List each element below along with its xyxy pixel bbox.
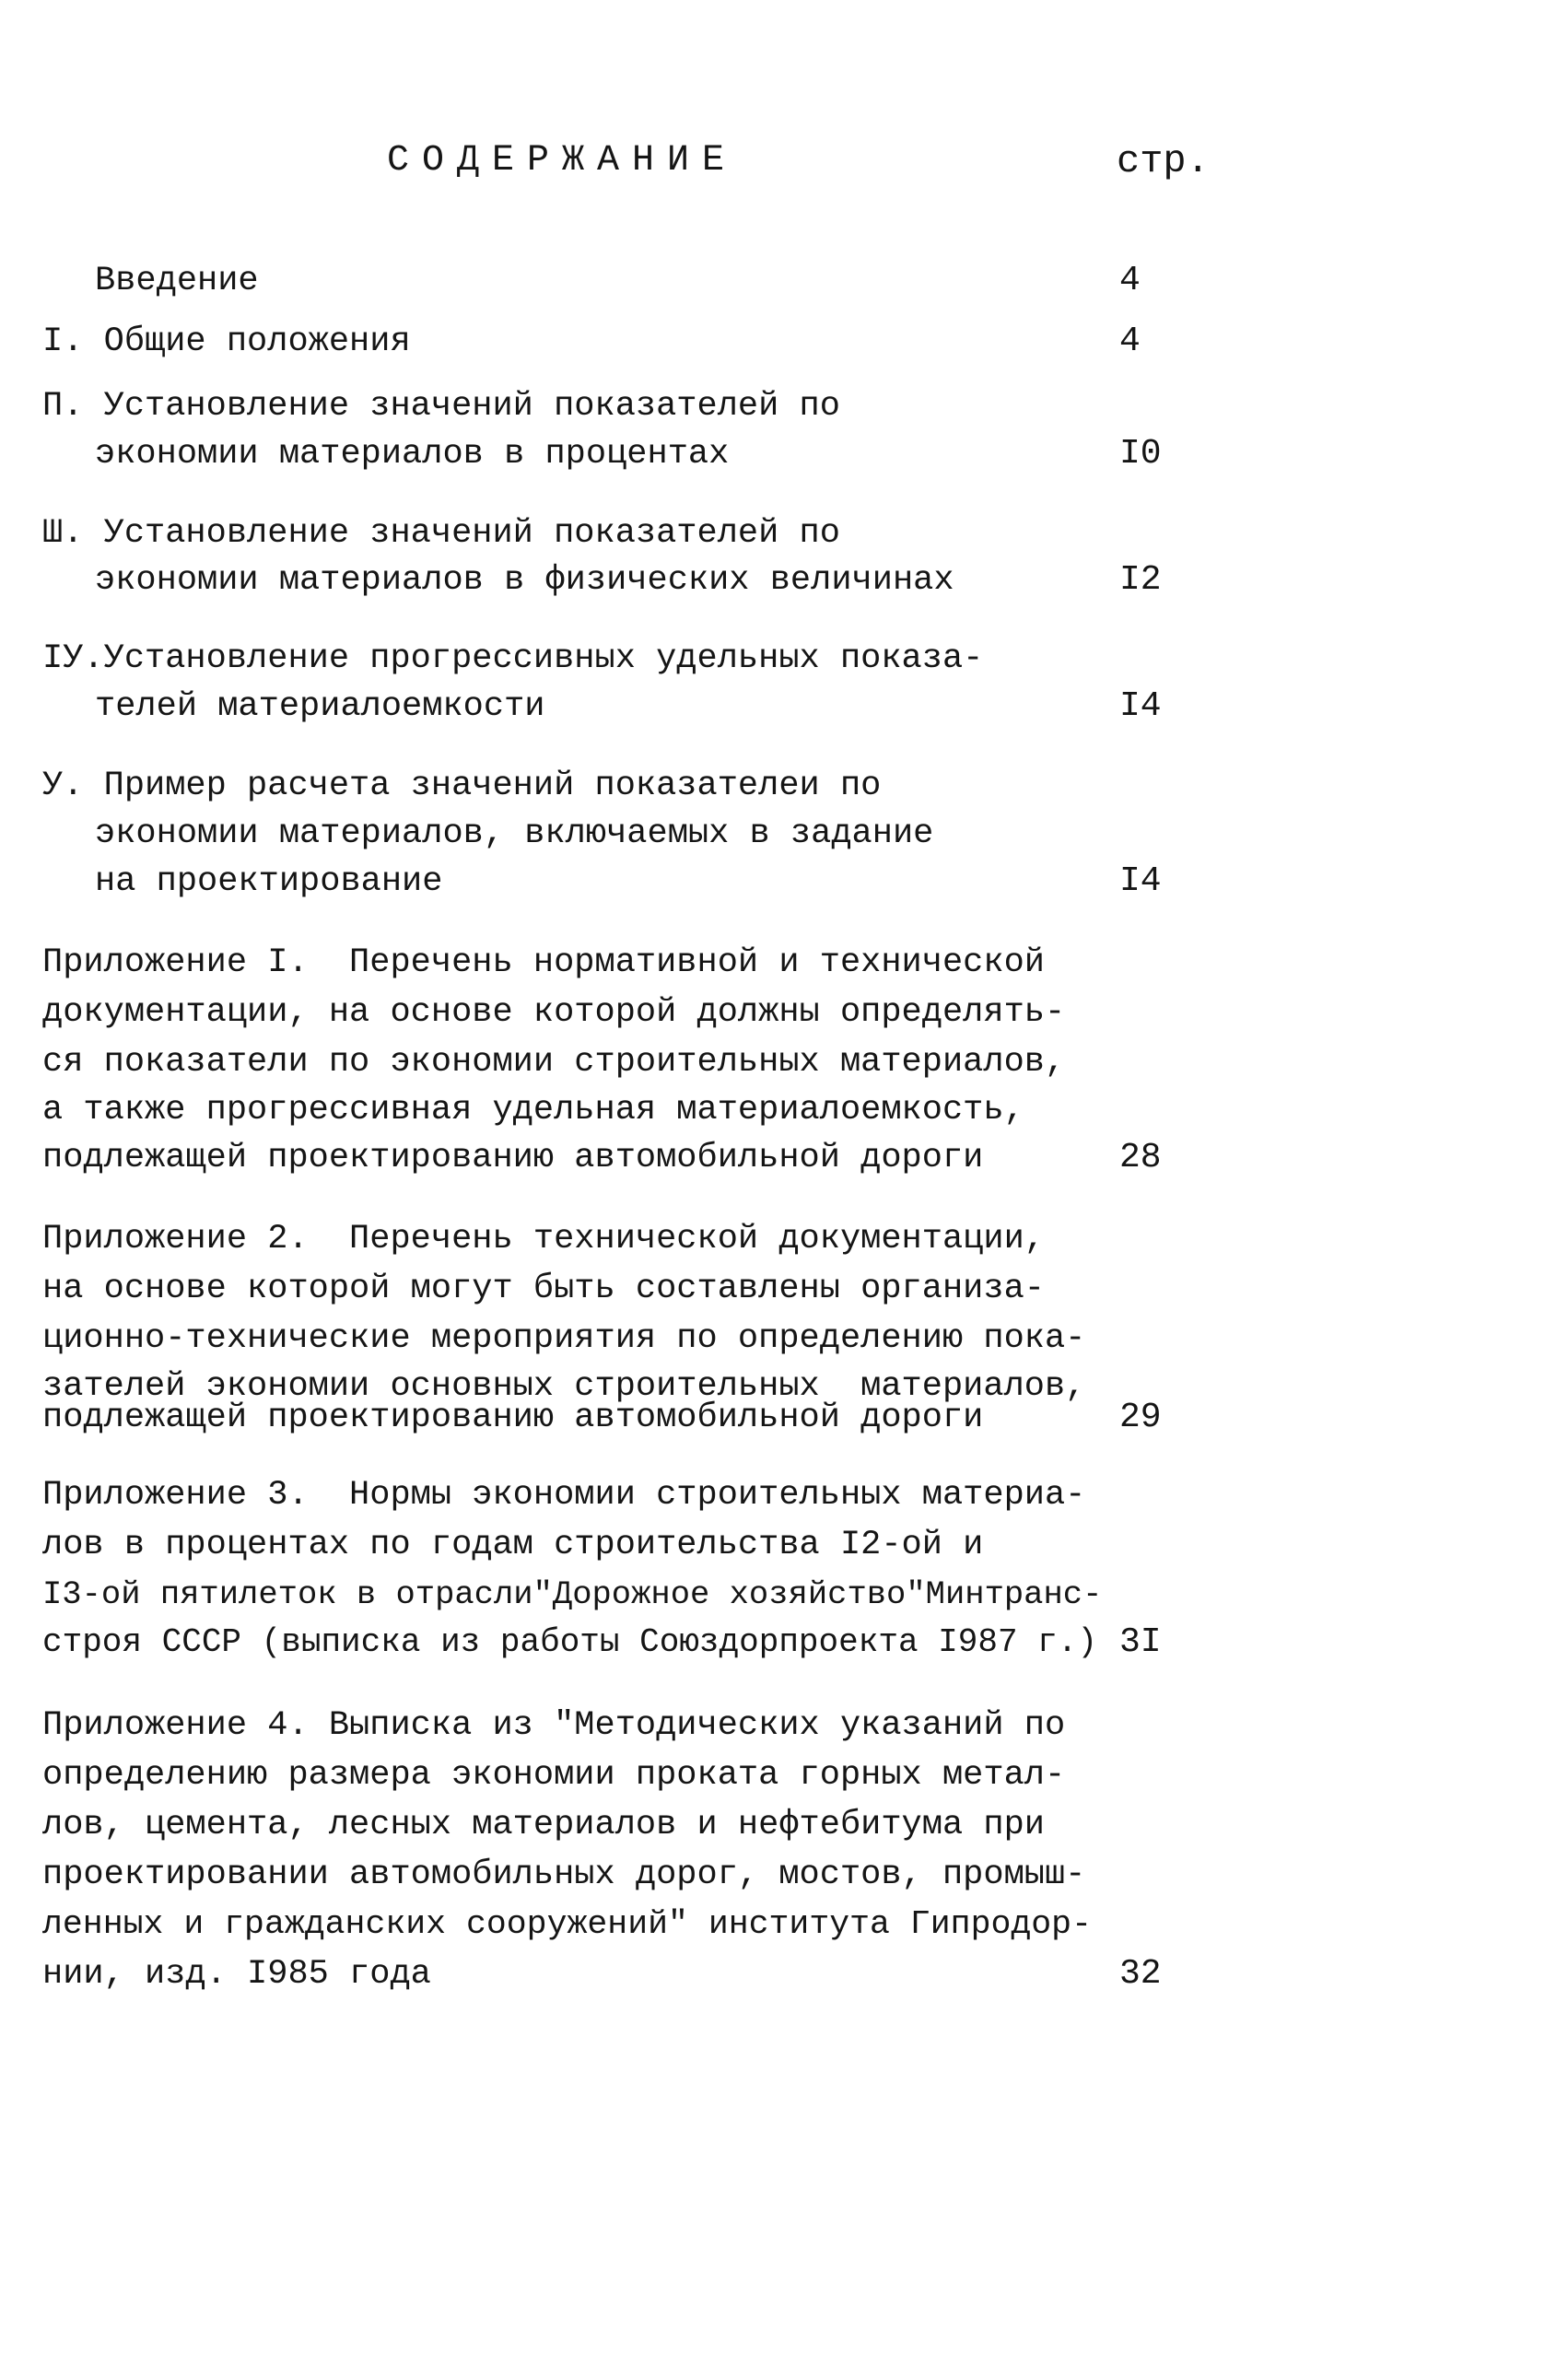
toc-entry-line: Приложение 4. Выписка из "Методических указаний по <box>42 1706 1066 1745</box>
toc-entry-line: подлежащей проектированию автомобильной дороги <box>42 1399 984 1437</box>
toc-entry-line: У. Пример расчета значений показателеи по <box>42 767 882 805</box>
toc-page-number: I2 <box>1119 560 1162 600</box>
page-title: СОДЕРЖАНИЕ <box>387 140 738 181</box>
toc-entry-line: экономии материалов в физических величинах <box>95 561 954 600</box>
toc-page-number: I0 <box>1119 434 1162 474</box>
toc-entry-line: IУ.Установление прогрессивных удельных показа- <box>42 639 984 678</box>
toc-entry-line: ленных и гражданских сооружений" института Гипродор- <box>42 1905 1092 1943</box>
toc-entry-line: ционно-технические мероприятия по определению пока- <box>42 1319 1086 1358</box>
toc-page-number: 32 <box>1119 1954 1162 1994</box>
toc-entry-line: подлежащей проектированию автомобильной дороги <box>42 1139 984 1177</box>
toc-page-number: 3I <box>1119 1622 1162 1662</box>
toc-entry-line: а также прогрессивная удельная материалоемкость, <box>42 1091 1024 1129</box>
toc-entry-line: I3-ой пятилеток в отрасли"Дорожное хозяйство"Минтранс- <box>42 1575 1103 1613</box>
toc-entry-line: Ш. Установление значений показателей по <box>42 514 840 553</box>
page-column-heading: стр. <box>1117 139 1210 183</box>
toc-page-number: I4 <box>1119 861 1162 901</box>
toc-entry-line: ся показатели по экономии строительных материалов, <box>42 1043 1066 1082</box>
toc-page-number: I4 <box>1119 686 1162 726</box>
toc-entry-line: на проектирование <box>95 862 443 901</box>
toc-entry-line: Приложение 3. Нормы экономии строительных материа- <box>42 1476 1086 1515</box>
toc-entry-line: телей материалоемкости <box>95 687 545 726</box>
toc-entry-line: зателей экономии основных строительных материалов, <box>42 1367 1086 1406</box>
toc-entry-line: на основе которой могут быть составлены организа- <box>42 1270 1045 1308</box>
toc-entry-line: экономии материалов, включаемых в задание <box>95 814 934 853</box>
toc-entry-line: проектировании автомобильных дорог, мостов, промыш- <box>42 1855 1086 1894</box>
toc-entry-line: документации, на основе которой должны определять- <box>42 993 1066 1032</box>
toc-entry-line: I. Общие положения <box>42 322 411 361</box>
toc-entry-line: лов в процентах по годам строительства I2-ой и <box>42 1526 984 1564</box>
toc-page-number: 28 <box>1119 1138 1162 1177</box>
toc-entry-line: строя СССР (выписка из работы Союздорпроекта I987 г.) <box>42 1623 1097 1661</box>
toc-entry-line: П. Установление значений показателей по <box>42 387 840 426</box>
toc-page-number: 29 <box>1119 1398 1162 1437</box>
toc-page-number: 4 <box>1119 261 1141 300</box>
toc-entry-line: нии, изд. I985 года <box>42 1955 431 1994</box>
toc-entry-line: Введение <box>95 262 259 300</box>
toc-page-number: 4 <box>1119 322 1141 361</box>
toc-entry-line: Приложение I. Перечень нормативной и технической <box>42 943 1045 982</box>
toc-entry-line: экономии материалов в процентах <box>95 435 730 474</box>
toc-entry-line: Приложение 2. Перечень технической документации, <box>42 1220 1045 1258</box>
toc-entry-line: определению размера экономии проката горных метал- <box>42 1756 1066 1795</box>
toc-entry-line: лов, цемента, лесных материалов и нефтебитума при <box>42 1806 1045 1844</box>
